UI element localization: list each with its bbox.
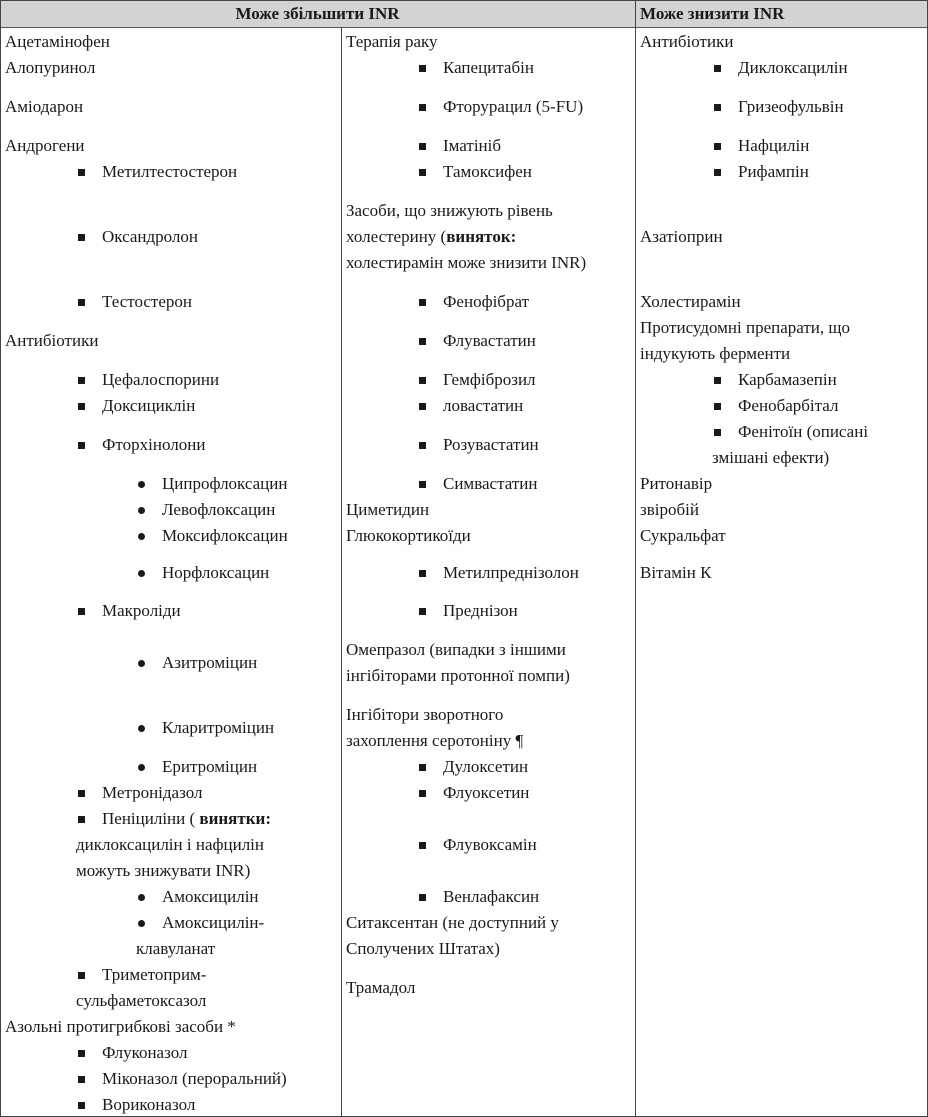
drug-cephalosporins: Цефалоспорини: [102, 370, 220, 389]
drug-simvastatin: Симвастатин: [443, 474, 538, 493]
drug-voriconazole: Вориконазол: [102, 1095, 196, 1114]
square-bullet-icon: [78, 226, 85, 248]
square-bullet-icon: [419, 562, 426, 584]
drug-erythromycin: Еритроміцин: [162, 757, 258, 776]
square-bullet-icon: [419, 834, 426, 856]
drug-venlafaxine: Венлафаксин: [443, 887, 540, 906]
square-bullet-icon: [78, 369, 85, 391]
drug-oxandrolone: Оксандролон: [102, 227, 199, 246]
drug-class-glucocorticoids: Глюкокортикоїди: [346, 526, 471, 545]
square-bullet-icon: [419, 782, 426, 804]
drug-fluoxetine: Флуоксетин: [443, 783, 530, 802]
drug-class-androgens: Андрогени: [5, 136, 85, 155]
drug-cimetidine: Циметидин: [346, 500, 430, 519]
square-bullet-icon: [78, 1094, 85, 1116]
square-bullet-icon: [419, 161, 426, 183]
drug-class-antibiotics-decrease: Антибіотики: [640, 32, 734, 51]
drug-amoxicillin-clavulanate-cont: клавуланат: [136, 939, 216, 958]
drug-tamoxifen: Тамоксифен: [443, 162, 532, 181]
drug-phenytoin: Фенітоїн (описані: [738, 422, 869, 441]
drug-trimethoprim-sulfamethoxazole-cont: сульфаметоксазол: [76, 991, 207, 1010]
square-bullet-icon: [419, 369, 426, 391]
square-bullet-icon: [78, 395, 85, 417]
drug-griseofulvin: Гризеофульвін: [738, 97, 844, 116]
drug-imatinib: Іматініб: [443, 136, 502, 155]
cholesterol-note-line-1: холестерину (виняток:: [346, 227, 517, 246]
drug-gemfibrozil: Гемфіброзил: [443, 370, 536, 389]
drug-phenobarbital: Фенобарбітал: [738, 396, 839, 415]
drug-metronidazole: Метронідазол: [102, 783, 203, 802]
square-bullet-icon: [419, 291, 426, 313]
square-bullet-icon: [419, 96, 426, 118]
penicillins-note-line-2: можуть знижувати INR): [76, 861, 251, 880]
drug-omeprazole: Омепразол (випадки з іншими: [346, 640, 566, 659]
header-may-increase-inr: Може збільшити INR: [0, 0, 635, 28]
drug-class-antibiotics: Антибіотики: [5, 331, 99, 350]
drug-class-cholesterol-lowering: Засоби, що знижують рівень: [346, 201, 553, 220]
drug-methylprednisolone: Метилпреднізолон: [443, 563, 579, 582]
drug-miconazole: Міконазол (пероральний): [102, 1069, 287, 1088]
drug-trimethoprim-sulfamethoxazole: Триметоприм-: [102, 965, 207, 984]
column-divider-1: [341, 28, 342, 1117]
cholesterol-note-line-2: холестирамін може знизити INR): [346, 253, 587, 272]
drug-class-fluoroquinolones: Фторхінолони: [102, 435, 206, 454]
drug-class-ssri: Інгібітори зворотного: [346, 705, 504, 724]
drug-st-johns-wort: звіробій: [640, 500, 699, 519]
square-bullet-icon: [419, 135, 426, 157]
round-bullet-icon: [138, 756, 145, 778]
square-bullet-icon: [419, 756, 426, 778]
drug-class-penicillins: Пеніциліни ( винятки:: [102, 809, 271, 828]
header-may-decrease-inr: Може знизити INR: [636, 0, 928, 28]
drug-fenofibrate: Фенофібрат: [443, 292, 529, 311]
square-bullet-icon: [78, 1042, 85, 1064]
square-bullet-icon: [78, 161, 85, 183]
round-bullet-icon: [138, 652, 145, 674]
square-bullet-icon: [78, 291, 85, 313]
square-bullet-icon: [714, 369, 721, 391]
drug-ritonavir: Ритонавір: [640, 474, 713, 493]
round-bullet-icon: [138, 473, 145, 495]
drug-vitamin-k: Вітамін К: [640, 563, 712, 582]
drug-methyltestosterone: Метилтестостерон: [102, 162, 238, 181]
table-left-border: [0, 0, 1, 1117]
square-bullet-icon: [419, 57, 426, 79]
square-bullet-icon: [714, 395, 721, 417]
drug-duloxetine: Дулоксетин: [443, 757, 529, 776]
drug-phenytoin-note: змішані ефекти): [712, 448, 830, 467]
drug-sucralfate: Сукральфат: [640, 526, 726, 545]
exception-label: винятки:: [199, 809, 271, 828]
drug-norfloxacin: Норфлоксацин: [162, 563, 270, 582]
drug-ciprofloxacin: Ципрофлоксацин: [162, 474, 288, 493]
square-bullet-icon: [714, 161, 721, 183]
drug-moxifloxacin: Моксифлоксацин: [162, 526, 288, 545]
drug-carbamazepine: Карбамазепін: [738, 370, 837, 389]
drug-clarithromycin: Кларитроміцин: [162, 718, 275, 737]
drug-class-azole-antifungals: Азольні протигрибкові засоби *: [5, 1017, 236, 1036]
drug-tramadol: Трамадол: [346, 978, 416, 997]
drug-doxycycline: Доксициклін: [102, 396, 196, 415]
penicillins-note-line-1: диклоксацилін і нафцилін: [76, 835, 265, 854]
drug-rifampin: Рифампін: [738, 162, 809, 181]
square-bullet-icon: [78, 964, 85, 986]
drug-rosuvastatin: Розувастатин: [443, 435, 539, 454]
square-bullet-icon: [714, 57, 721, 79]
drug-class-anticonvulsants-cont: індукують ферменти: [640, 344, 791, 363]
drug-fluconazole: Флуконазол: [102, 1043, 188, 1062]
drug-testosterone: Тестостерон: [102, 292, 192, 311]
round-bullet-icon: [138, 912, 145, 934]
drug-amoxicillin: Амоксицилін: [162, 887, 259, 906]
drug-sitaxsentan-note: Сполучених Штатах): [346, 939, 500, 958]
drug-prednisone: Преднізон: [443, 601, 518, 620]
square-bullet-icon: [78, 808, 85, 830]
drug-azathioprine: Азатіоприн: [640, 227, 723, 246]
drug-nafcillin: Нафцилін: [738, 136, 810, 155]
column-divider-2: [635, 0, 636, 1117]
drug-acetaminophen: Ацетамінофен: [5, 32, 110, 51]
square-bullet-icon: [78, 600, 85, 622]
drug-sitaxsentan: Ситаксентан (не доступний у: [346, 913, 559, 932]
drug-cholestyramine: Холестирамін: [640, 292, 741, 311]
drug-levofloxacin: Левофлоксацин: [162, 500, 276, 519]
drug-fluorouracil: Фторурацил (5-FU): [443, 97, 584, 116]
drug-capecitabine: Капецитабін: [443, 58, 534, 77]
drug-amoxicillin-clavulanate: Амоксицилін-: [162, 913, 265, 932]
square-bullet-icon: [78, 1068, 85, 1090]
round-bullet-icon: [138, 886, 145, 908]
drug-class-cancer-therapy: Терапія раку: [346, 32, 438, 51]
drug-azithromycin: Азитроміцин: [162, 653, 258, 672]
exception-label: виняток:: [446, 227, 517, 246]
square-bullet-icon: [419, 395, 426, 417]
square-bullet-icon: [714, 96, 721, 118]
drug-class-macrolides: Макроліди: [102, 601, 181, 620]
round-bullet-icon: [138, 525, 145, 547]
drug-omeprazole-note: інгібіторами протонної помпи): [346, 666, 570, 685]
square-bullet-icon: [419, 600, 426, 622]
round-bullet-icon: [138, 717, 145, 739]
square-bullet-icon: [78, 782, 85, 804]
table-top-border: [0, 0, 928, 1]
round-bullet-icon: [138, 499, 145, 521]
drug-allopurinol: Алопуринол: [5, 58, 96, 77]
drug-lovastatin: ловастатин: [443, 396, 524, 415]
drug-amiodarone: Аміодарон: [5, 97, 84, 116]
square-bullet-icon: [78, 434, 85, 456]
drug-dicloxacillin: Диклоксацилін: [738, 58, 848, 77]
drug-fluvastatin: Флувастатин: [443, 331, 536, 350]
square-bullet-icon: [714, 421, 721, 443]
drug-class-ssri-cont: захоплення серотоніну ¶: [346, 731, 524, 750]
square-bullet-icon: [419, 434, 426, 456]
drug-class-anticonvulsants: Протисудомні препарати, що: [640, 318, 850, 337]
drug-fluvoxamine: Флувоксамін: [443, 835, 537, 854]
round-bullet-icon: [138, 562, 145, 584]
square-bullet-icon: [419, 330, 426, 352]
square-bullet-icon: [714, 135, 721, 157]
square-bullet-icon: [419, 473, 426, 495]
square-bullet-icon: [419, 886, 426, 908]
